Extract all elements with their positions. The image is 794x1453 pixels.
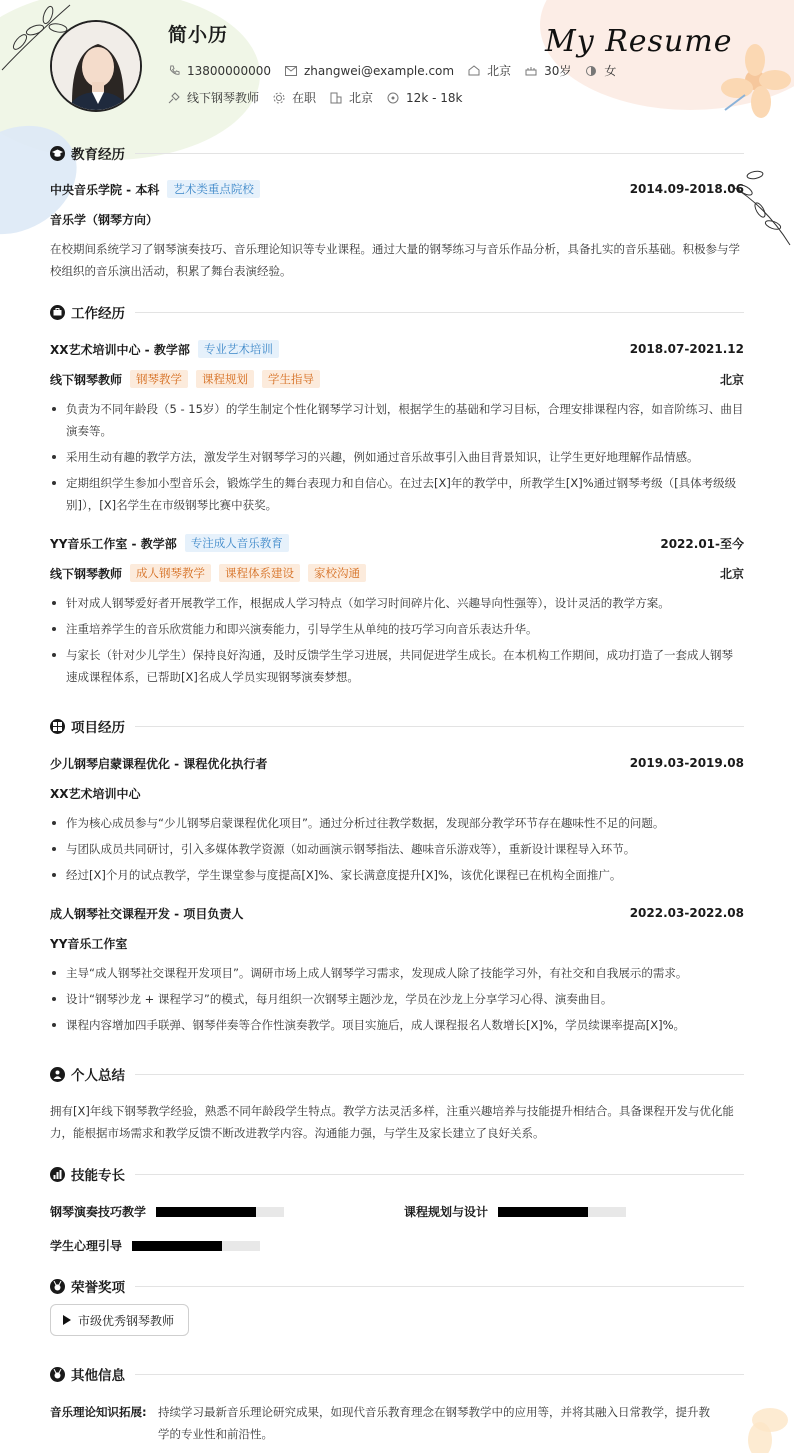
list-item: 针对成人钢琴爱好者开展教学工作，根据成人学习特点（如学习时间碎片化、兴趣导向性强等），设计灵活的教学方案。 xyxy=(50,592,744,614)
divider xyxy=(135,1374,744,1375)
section-title: 技能专长 xyxy=(71,1168,125,1184)
section-header xyxy=(50,717,744,735)
section-title: 教育经历 xyxy=(71,147,125,163)
project-name: 成人钢琴社交课程开发 - 项目负责人 xyxy=(50,906,244,921)
job-icon xyxy=(168,92,180,104)
role-row xyxy=(50,564,744,582)
job-duties xyxy=(50,592,744,692)
school-tag: 艺术类重点院校 xyxy=(167,180,260,198)
project-details xyxy=(50,962,744,1040)
list-item: 与团队成员共同研讨，引入多媒体教学资源（如动画演示钢琴指法、趣味音乐游戏等），重新设计课程导入环节。 xyxy=(50,838,744,860)
skill-item xyxy=(404,1203,626,1220)
skill-tag: 钢琴教学 xyxy=(130,370,188,388)
major-row xyxy=(50,210,744,228)
divider xyxy=(135,1286,744,1287)
resume-header xyxy=(0,0,794,130)
job-intent-row xyxy=(168,89,476,106)
other-info-text-line1: 持续学习最新音乐理论研究成果，如现代音乐教育理念在钢琴教学中的应用等，并将其融入日常教学，提升教 xyxy=(158,1405,710,1419)
skill-name: 钢琴演奏技巧教学 xyxy=(50,1205,147,1219)
divider xyxy=(135,1074,744,1075)
project-org: XX艺术培训中心 xyxy=(50,786,141,801)
role-row xyxy=(50,370,744,388)
section-header xyxy=(50,1065,744,1083)
project-name: 少儿钢琴启蒙课程优化 - 课程优化执行者 xyxy=(50,756,268,771)
list-item: 主导“成人钢琴社交课程开发项目”。调研市场上成人钢琴学习需求，发现成人除了技能学习外，有社交和自我展示的需求。 xyxy=(50,962,744,984)
list-item: 采用生动有趣的教学方法，激发学生对钢琴学习的兴趣，例如通过音乐故事引入曲目背景知识，让学生更好地理解作品情感。 xyxy=(50,446,744,468)
summary-section xyxy=(50,1065,744,1155)
divider xyxy=(135,1174,744,1175)
awards-section xyxy=(50,1277,744,1347)
skill-tag: 课程规划 xyxy=(196,370,254,388)
medal-icon xyxy=(50,1279,65,1294)
mail-icon xyxy=(285,65,297,77)
gender-icon xyxy=(585,65,597,77)
education-row xyxy=(50,180,744,198)
contact-email: zhangwei@example.com xyxy=(285,64,454,78)
building-icon xyxy=(330,92,342,104)
skill-name: 学生心理引导 xyxy=(50,1239,123,1253)
list-item: 经过[X]个月的试点教学，学生课堂参与度提高[X]%、家长满意度提升[X]%，该优化课程已在机构全面推广。 xyxy=(50,864,744,886)
role-title: 线下钢琴教师 xyxy=(50,566,123,581)
skill-level-bar xyxy=(132,1241,260,1251)
skill-tag: 成人钢琴教学 xyxy=(130,564,211,582)
company-tag: 专注成人音乐教育 xyxy=(185,534,289,552)
school-name: 中央音乐学院 - 本科 xyxy=(50,182,160,197)
section-header xyxy=(50,1277,744,1295)
portrait-image xyxy=(52,22,142,112)
education-section xyxy=(50,144,744,284)
other-info-label: 音乐理论知识拓展: xyxy=(50,1405,147,1419)
job-status: 在职 xyxy=(273,89,316,106)
job-date: 2018.07-2021.12 xyxy=(629,342,744,356)
info-icon xyxy=(50,1367,65,1382)
project-details xyxy=(50,812,744,890)
job-city: 北京 xyxy=(719,566,744,581)
list-item: 定期组织学生参加小型音乐会，锻炼学生的舞台表现力和自信心。在过去[X]年的教学中，所教学生[X]%通过钢琴考级（[具体考级级别]），[X]名学生在市级钢琴比赛中获奖。 xyxy=(50,472,744,516)
salary-icon xyxy=(387,92,399,104)
skill-level-bar xyxy=(498,1207,626,1217)
company-tag: 专业艺术培训 xyxy=(198,340,279,358)
skill-name: 课程规划与设计 xyxy=(404,1205,489,1219)
skill-level-fill xyxy=(498,1207,588,1217)
skill-tag: 家校沟通 xyxy=(308,564,366,582)
graduation-cap-icon xyxy=(50,146,65,161)
skill-item xyxy=(50,1203,284,1220)
section-header xyxy=(50,1165,744,1183)
avatar xyxy=(50,20,142,112)
role-title: 线下钢琴教师 xyxy=(50,372,123,387)
skill-tag: 学生指导 xyxy=(262,370,320,388)
list-item: 与家长（针对少儿学生）保持良好沟通，及时反馈学生学习进展，共同促进学生成长。在本机构工作期间，成功打造了一套成人钢琴速成课程体系，已帮助[X]名成人学员实现钢琴演奏梦想。 xyxy=(50,644,744,688)
skill-item xyxy=(50,1237,260,1254)
job-row xyxy=(50,534,744,552)
other-info-section xyxy=(50,1365,744,1450)
divider xyxy=(135,312,744,313)
contact-city: 北京 xyxy=(468,62,511,79)
play-icon xyxy=(63,1315,71,1325)
candidate-name: 简小历 xyxy=(168,24,229,46)
project-date: 2019.03-2019.08 xyxy=(629,756,744,770)
company-name: YY音乐工作室 - 教学部 xyxy=(50,536,177,551)
project-row xyxy=(50,754,744,772)
projects-section xyxy=(50,717,744,1047)
divider xyxy=(135,726,744,727)
summary-text: 拥有[X]年线下钢琴教学经验，熟悉不同年龄段学生特点。教学方法灵活多样，注重兴趣培养与技能提升相结合。具备课程开发与优化能力，能根据市场需求和教学反馈不断改进教学内容。沟通能力强，与学生及家长建立了良好关系。 xyxy=(50,1104,734,1140)
education-date: 2014.09-2018.06 xyxy=(629,182,744,196)
status-icon xyxy=(273,92,285,104)
job-city: 北京 xyxy=(330,89,373,106)
my-resume-title: My Resume xyxy=(545,24,733,59)
grid-icon xyxy=(50,719,65,734)
other-info-text-line2: 学的专业性和前沿性。 xyxy=(158,1427,273,1441)
home-icon xyxy=(468,65,480,77)
skills-section xyxy=(50,1165,744,1265)
list-item: 设计“钢琴沙龙 + 课程学习”的模式，每月组织一次钢琴主题沙龙，学员在沙龙上分享学习心得、演奏曲目。 xyxy=(50,988,744,1010)
skill-level-bar xyxy=(156,1207,284,1217)
contact-gender: 女 xyxy=(585,62,616,79)
section-header xyxy=(50,1365,744,1383)
list-item: 负责为不同年龄段（5 - 15岁）的学生制定个性化钢琴学习计划，根据学生的基础和学习目标，合理安排课程内容，如音阶练习、曲目演奏等。 xyxy=(50,398,744,442)
contact-age: 30岁 xyxy=(525,62,571,79)
skill-level-fill xyxy=(156,1207,256,1217)
section-title: 项目经历 xyxy=(71,720,125,736)
cake-icon xyxy=(525,65,537,77)
contact-row xyxy=(168,62,630,79)
project-org: YY音乐工作室 xyxy=(50,936,128,951)
award-item[interactable] xyxy=(50,1304,189,1336)
section-title: 个人总结 xyxy=(71,1068,125,1084)
project-org-row xyxy=(50,784,744,802)
divider xyxy=(135,153,744,154)
bar-chart-icon xyxy=(50,1167,65,1182)
award-label: 市级优秀钢琴教师 xyxy=(78,1313,175,1328)
list-item: 注重培养学生的音乐欣赏能力和即兴演奏能力，引导学生从单纯的技巧学习向音乐表达升华。 xyxy=(50,618,744,640)
project-date: 2022.03-2022.08 xyxy=(629,906,744,920)
company-name: XX艺术培训中心 - 教学部 xyxy=(50,342,190,357)
other-info-item xyxy=(50,1401,744,1445)
work-section xyxy=(50,303,744,703)
phone-icon xyxy=(168,65,180,77)
project-org-row xyxy=(50,934,744,952)
section-title: 工作经历 xyxy=(71,306,125,322)
section-title: 荣誉奖项 xyxy=(71,1280,125,1296)
job-salary: 12k - 18k xyxy=(387,91,462,105)
list-item: 课程内容增加四手联弹、钢琴伴奏等合作性演奏教学。项目实施后，成人课程报名人数增长[X]%，学员续课率提高[X]%。 xyxy=(50,1014,744,1036)
job-city: 北京 xyxy=(719,372,744,387)
contact-phone: 13800000000 xyxy=(168,64,271,78)
section-title: 其他信息 xyxy=(71,1368,125,1384)
skill-tag: 课程体系建设 xyxy=(219,564,300,582)
project-row xyxy=(50,904,744,922)
education-description: 在校期间系统学习了钢琴演奏技巧、音乐理论知识等专业课程。通过大量的钢琴练习与音乐作品分析，具备扎实的音乐基础。积极参与学校组织的音乐演出活动，积累了舞台表演经验。 xyxy=(50,242,740,278)
skill-level-fill xyxy=(132,1241,222,1251)
briefcase-icon xyxy=(50,305,65,320)
section-header xyxy=(50,144,744,162)
job-date: 2022.01-至今 xyxy=(660,536,744,551)
job-title: 线下钢琴教师 xyxy=(168,89,259,106)
major: 音乐学（钢琴方向） xyxy=(50,212,159,227)
list-item: 作为核心成员参与“少儿钢琴启蒙课程优化项目”。通过分析过往教学数据，发现部分教学环节存在趣味性不足的问题。 xyxy=(50,812,744,834)
job-duties xyxy=(50,398,744,520)
user-icon xyxy=(50,1067,65,1082)
job-row xyxy=(50,340,744,358)
section-header xyxy=(50,303,744,321)
